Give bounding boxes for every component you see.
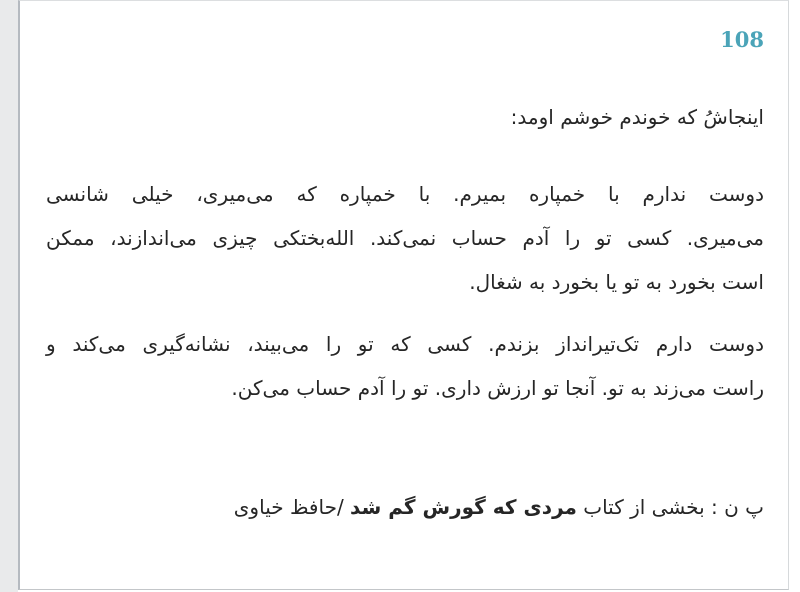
document-page	[18, 0, 789, 590]
paragraph-2-line-1: دوست دارم تک‌تیرانداز بزندم. کسی که تو را می‌بیند، نشانه‌گیری می‌کند و	[46, 332, 764, 356]
paragraph-1-line-2: می‌میری. کسی تو را آدم حساب نمی‌کند. الله‌بختکی چیزی می‌اندازند، ممکن	[46, 226, 764, 250]
paragraph-mortar	[46, 172, 764, 304]
paragraph-2-line-2: راست می‌زند به تو. آنجا تو ارزش داری. تو را آدم حساب می‌کن.	[231, 376, 764, 400]
intro-line: اینجاشُ که خوندم خوشم اومد:	[510, 105, 764, 129]
footnote	[46, 485, 764, 529]
paragraph-sniper	[46, 322, 764, 410]
left-gutter	[0, 0, 18, 592]
paragraph-1-line-3: است بخورد به تو یا بخورد به شغال.	[469, 270, 764, 294]
book-title: مردی که گورش گم شد	[350, 495, 577, 519]
paragraph-1-line-1: دوست ندارم با خمپاره بمیرم. با خمپاره که می‌میری، خیلی شانسی	[46, 182, 764, 206]
page-number: 108	[720, 27, 764, 52]
footnote-suffix: /حافظ خیاوی	[233, 495, 351, 519]
footnote-prefix: پ ن : بخشی از کتاب	[576, 495, 764, 519]
